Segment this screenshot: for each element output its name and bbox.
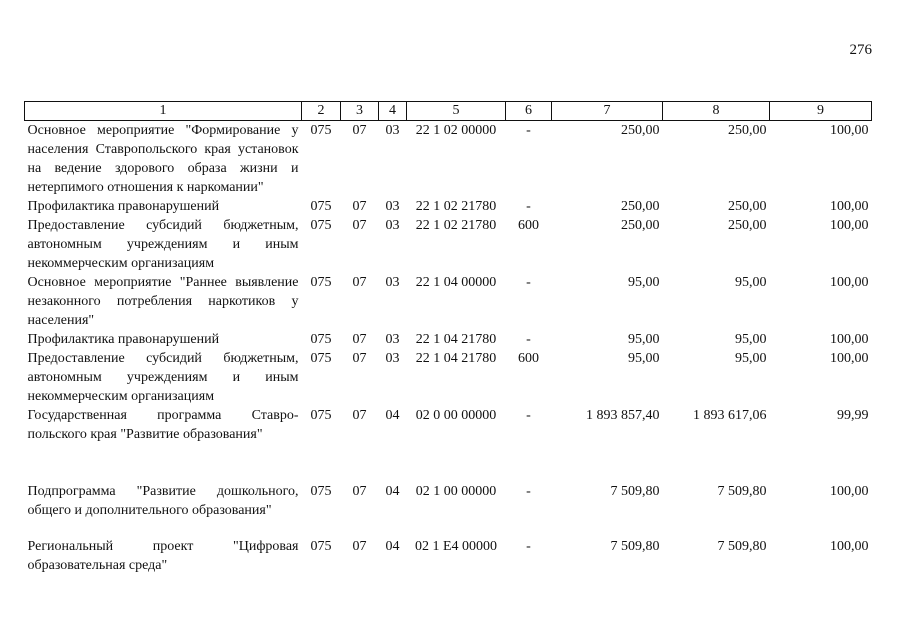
row-code-6: - (526, 123, 531, 138)
row-value-9: 100,00 (830, 539, 869, 554)
row-name: Профилактика правонарушений (27, 332, 220, 347)
table-row (25, 537, 872, 575)
row-code-2: 075 (310, 218, 332, 233)
column-header-2: 2 (302, 102, 341, 121)
row-code-4: 03 (385, 218, 400, 233)
row-value-8: 7 509,80 (717, 539, 767, 554)
row-name: Профилактика правонарушений (27, 199, 220, 214)
row-code-5: 22 1 04 21780 (415, 351, 497, 366)
row-value-8: 95,00 (735, 275, 767, 290)
row-name: Региональный проект "Цифровая образовательная среда" (27, 539, 299, 573)
row-code-3: 07 (352, 351, 367, 366)
row-code-5: 02 1 E4 00000 (414, 539, 498, 554)
table-row (25, 482, 872, 537)
row-value-9: 100,00 (830, 332, 869, 347)
row-code-4: 03 (385, 332, 400, 347)
row-code-2: 075 (310, 123, 332, 138)
row-code-3: 07 (352, 539, 367, 554)
column-header-4: 4 (379, 102, 407, 121)
row-code-4: 03 (385, 123, 400, 138)
row-code-6: 600 (518, 218, 539, 233)
row-code-3: 07 (352, 199, 367, 214)
row-value-9: 100,00 (830, 275, 869, 290)
row-code-6: - (526, 275, 531, 290)
row-value-8: 250,00 (728, 218, 767, 233)
row-code-2: 075 (310, 484, 332, 499)
row-value-9: 100,00 (830, 351, 869, 366)
row-code-4: 03 (385, 199, 400, 214)
row-code-2: 075 (310, 275, 332, 290)
row-name: Основное мероприятие "Формирование у населения Ставропольского края установок на ведение здорового образа жизни и нетерпимого отношения к наркомании" (27, 123, 299, 195)
row-code-5: 22 1 02 21780 (415, 199, 497, 214)
row-code-5: 22 1 02 21780 (415, 218, 497, 233)
row-value-7: 250,00 (621, 123, 660, 138)
row-code-6: 600 (518, 351, 539, 366)
row-code-2: 075 (310, 332, 332, 347)
column-header-8: 8 (663, 102, 770, 121)
column-header-5: 5 (407, 102, 506, 121)
column-header-6: 6 (506, 102, 552, 121)
row-code-5: 22 1 04 00000 (415, 275, 497, 290)
row-name: Предоставление субсидий бюджетным, автономным учреждениям и иным некоммерческим организациям (27, 218, 299, 271)
table-row (25, 197, 872, 216)
row-value-9: 100,00 (830, 484, 869, 499)
row-value-7: 250,00 (621, 218, 660, 233)
row-code-3: 07 (352, 275, 367, 290)
row-value-7: 250,00 (621, 199, 660, 214)
row-value-8: 250,00 (728, 123, 767, 138)
table-row (25, 216, 872, 273)
row-value-9: 100,00 (830, 123, 869, 138)
row-code-6: - (526, 484, 531, 499)
table-row (25, 406, 872, 482)
row-value-7: 7 509,80 (610, 484, 660, 499)
row-value-8: 7 509,80 (717, 484, 767, 499)
row-code-6: - (526, 332, 531, 347)
row-value-7: 95,00 (628, 275, 660, 290)
row-name: Основное мероприятие "Раннее выявление незаконного потребления наркотиков у населения" (27, 275, 299, 328)
row-code-2: 075 (310, 408, 332, 423)
table-header-row (25, 102, 872, 121)
row-code-4: 04 (385, 484, 400, 499)
row-value-8: 1 893 617,06 (693, 408, 767, 423)
row-code-5: 22 1 02 00000 (415, 123, 497, 138)
row-code-5: 02 0 00 00000 (415, 408, 497, 423)
row-code-2: 075 (310, 199, 332, 214)
row-code-5: 22 1 04 21780 (415, 332, 497, 347)
column-header-9: 9 (770, 102, 872, 121)
row-value-7: 95,00 (628, 332, 660, 347)
table-row (25, 273, 872, 330)
row-code-3: 07 (352, 123, 367, 138)
table-row (25, 121, 872, 198)
row-code-3: 07 (352, 408, 367, 423)
row-code-4: 03 (385, 275, 400, 290)
row-code-3: 07 (352, 332, 367, 347)
row-value-7: 1 893 857,40 (586, 408, 660, 423)
row-value-9: 100,00 (830, 199, 869, 214)
row-value-8: 95,00 (735, 351, 767, 366)
column-header-7: 7 (552, 102, 663, 121)
row-name: Подпрограмма "Развитие дошкольного, общего и дополнительного образования" (27, 484, 299, 518)
row-value-8: 250,00 (728, 199, 767, 214)
table-row (25, 349, 872, 406)
row-value-7: 95,00 (628, 351, 660, 366)
row-code-6: - (526, 539, 531, 554)
row-value-9: 100,00 (830, 218, 869, 233)
row-name: Государственная программа Ставро-польского края "Развитие образования" (27, 408, 299, 442)
row-code-4: 03 (385, 351, 400, 366)
row-code-4: 04 (385, 408, 400, 423)
table-row (25, 330, 872, 349)
row-code-4: 04 (385, 539, 400, 554)
row-code-2: 075 (310, 539, 332, 554)
row-code-3: 07 (352, 218, 367, 233)
row-value-9: 99,99 (837, 408, 869, 423)
row-code-3: 07 (352, 484, 367, 499)
column-header-1: 1 (25, 102, 302, 121)
column-header-3: 3 (341, 102, 379, 121)
row-code-6: - (526, 199, 531, 214)
row-code-2: 075 (310, 351, 332, 366)
row-value-8: 95,00 (735, 332, 767, 347)
page-number: 276 (849, 42, 872, 58)
row-code-6: - (526, 408, 531, 423)
row-code-5: 02 1 00 00000 (415, 484, 497, 499)
row-value-7: 7 509,80 (610, 539, 660, 554)
row-name: Предоставление субсидий бюджетным, автономным учреждениям и иным некоммерческим организациям (27, 351, 299, 404)
budget-table (24, 101, 872, 575)
